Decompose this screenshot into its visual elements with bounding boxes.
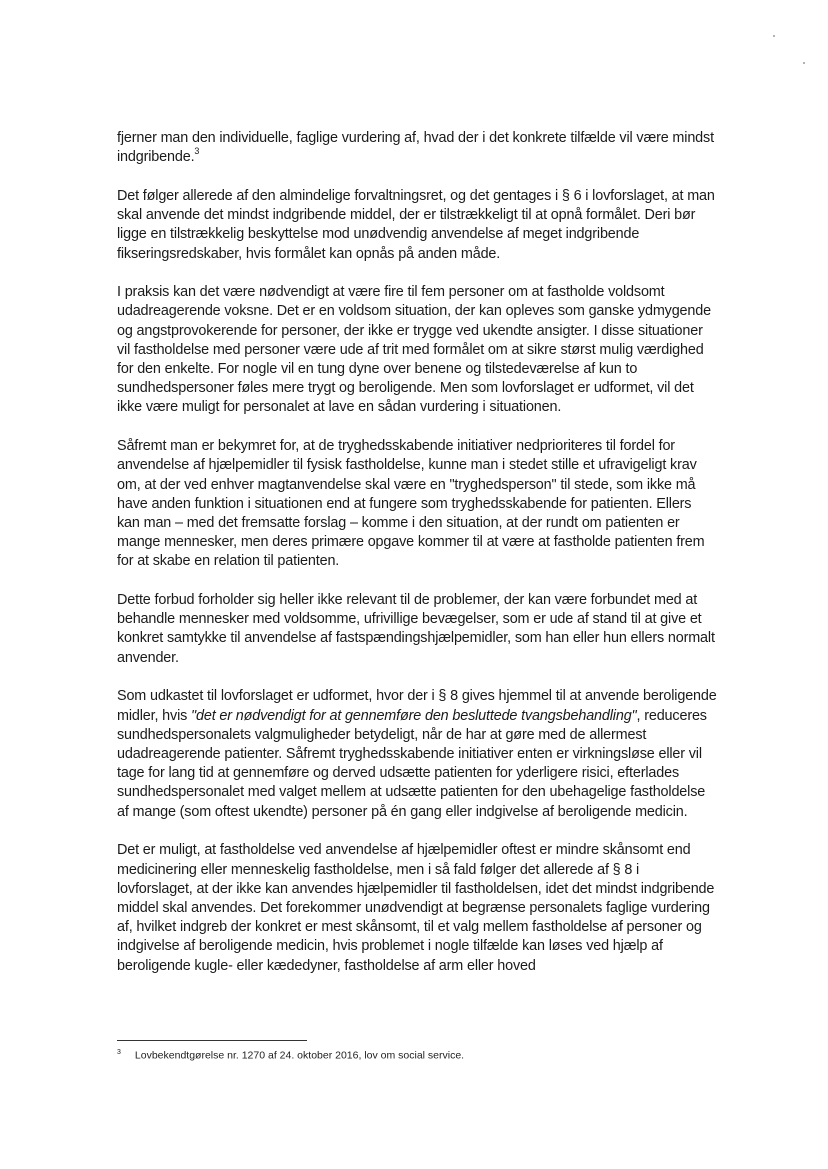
quoted-text: "det er nødvendigt for at gennemføre den besluttede tvangsbehandling" [191, 707, 637, 724]
paragraph-1: fjerner man den individuelle, faglige vurdering af, hvad der i det konkrete tilfælde vil være mindst indgribende.$^3$ [117, 130, 714, 166]
paragraph-5: Dette forbud forholder sig heller ikke relevant til de problemer, der kan være forbundet med at behandle mennesker med voldsomme, ufrivillige bevægelser, som er ude af stand til at give et konkret samtykke til anvendelse af fastspændingshjælpemidler, som han eller hun ellers normalt anvender. [117, 592, 715, 666]
paragraph-6: Som udkastet til lovforslaget er udformet, hvor der i § 8 gives hjemmel til at anvende beroligende midler, hvis "det er nødvendigt for at gennemføre den besluttede tvangsbehandling", reduceres sundhedspersonalets valgmuligheder betydeligt, når de har at gøre med de allermest udadreagerende patienter. Såfremt tryghedsskabende initiativer enten er virkningsløse eller vil tage for lang tid at gennemføre og derved udsætte patienten for yderligere risici, efterlades sundhedspersonalet med valget mellem at udsætte patienten for den ubehagelige fastholdelse af mange (som oftest ukendte) personer på én gang eller indgivelse af beroligende medicin. [117, 688, 717, 820]
paragraph-2: Det følger allerede af den almindelige forvaltningsret, og det gentages i § 6 i lovforslaget, at man skal anvende det mindst indgribende middel, der er tilstrækkeligt til at opnå formålet. Deri bør ligge en tilstrækkelig beskyttelse mod unødvendig anvendelse af meget indgribende fikseringsredskaber, hvis formålet kan opnås på anden måde. [117, 187, 715, 262]
scan-speck [773, 35, 775, 37]
paragraph-7: Det er muligt, at fastholdelse ved anvendelse af hjælpemidler oftest er mindre skånsomt end medicinering eller menneskelig fastholdelse, men i så fald følger det allerede af § 8 i lovforslaget, at der ikke kan anvendes hjælpemidler til fastholdelsen, idet det mindst indgribende middel skal anvendes. Det forekommer unødvendigt at begrænse personalets faglige vurdering af, hvilket indgreb der konkret er mest skånsomt, til et valg mellem fastholdelse af personer og indgivelse af beroligende medicin, hvis problemet i nogle tilfælde kan løses ved hjælp af beroligende kugle- eller kædedyner, fastholdelse af arm eller hoved [117, 842, 715, 974]
paragraph-3: I praksis kan det være nødvendigt at være fire til fem personer om at fastholde voldsomt udadreagerende voksne. Det er en voldsom situation, der kan opleves som ganske ydmygende og angstprovokerende for personer, der ikke er trygge ved ukendte ansigter. I disse situationer vil fastholdelse med personer være ude af trit med formålet om at sikre størst mulig værdighed for den enkelte. For nogle vil en tung dyne over benene og tilstedeværelse af kun to sundhedspersoner føles mere trygt og beroligende. Men som lovforslaget er udformet, vil det ikke være muligt for personalet at lave en sådan vurdering i situationen. [117, 284, 711, 416]
footnote-separator [117, 1040, 307, 1041]
footnote [117, 1046, 717, 1063]
paragraph-4: Såfremt man er bekymret for, at de tryghedsskabende initiativer nedprioriteres til fordel for anvendelse af hjælpemidler til fysisk fastholdelse, kunne man i stedet stille et ufravigeligt krav om, at der ved enhver magtanvendelse skal være en "tryghedsperson" til stede, som ikke må have anden funktion i situationen end at fungere som tryghedsskabende for patienten. Ellers kan man – med det fremsatte forslag – komme i den situation, at der rundt om patienten er mange mennesker, men deres primære opgave kommer til at være at fastholde patienten frem for at skabe en relation til patienten. [117, 438, 705, 570]
footnote-reference: 3 [194, 146, 200, 157]
body-text [117, 129, 717, 995]
scan-speck [803, 62, 805, 64]
footnote-text: Lovbekendtgørelse nr. 1270 af 24. oktober 2016, lov om social service. [134, 1049, 465, 1062]
footnote-mark: 3 [117, 1049, 121, 1056]
